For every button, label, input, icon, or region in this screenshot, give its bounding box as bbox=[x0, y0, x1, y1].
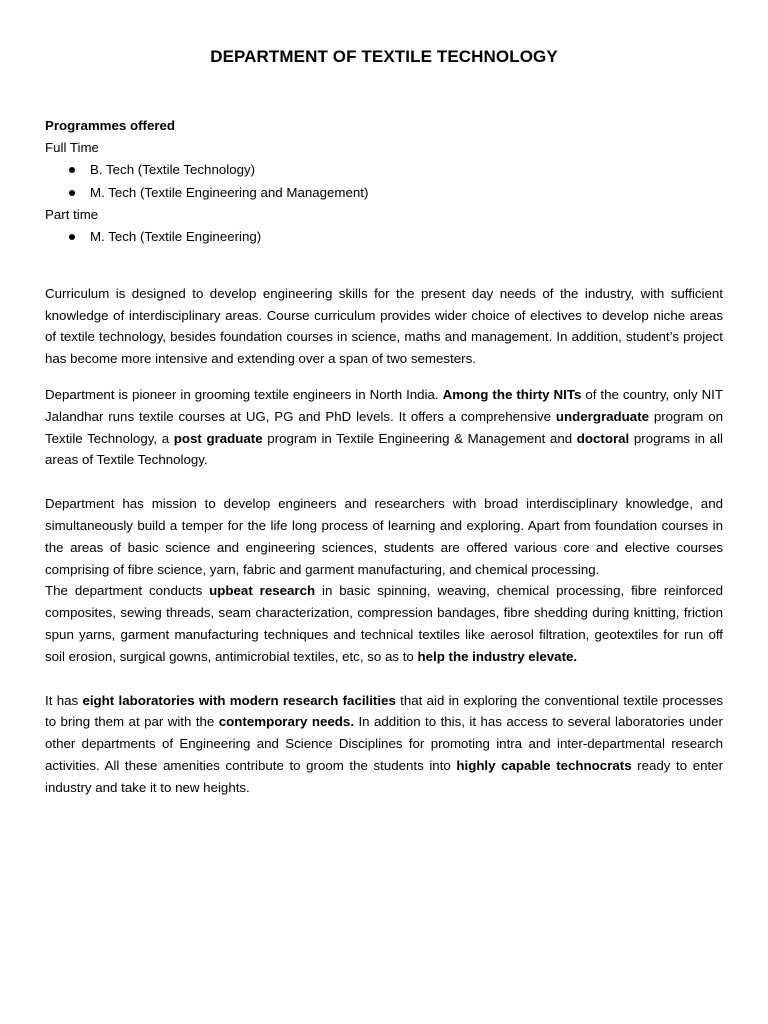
bold-text: upbeat research bbox=[209, 583, 316, 599]
text-run: The department conducts bbox=[45, 583, 210, 599]
programme-name: M. Tech (Textile Engineering and Management) bbox=[90, 184, 369, 200]
text-run: of the country, only NIT Jalandhar runs textile courses at UG, PG and PhD levels. It offers a comprehensive bbox=[45, 386, 724, 424]
programmes-section bbox=[45, 115, 723, 248]
bullet-icon bbox=[69, 234, 75, 240]
text-run: program on Textile Technology, a bbox=[45, 408, 723, 446]
bold-text: post graduate bbox=[173, 430, 263, 446]
page-title: DEPARTMENT OF TEXTILE TECHNOLOGY bbox=[210, 47, 558, 66]
bold-text: undergraduate bbox=[555, 408, 650, 424]
programme-name: M. Tech (Textile Engineering) bbox=[90, 229, 262, 245]
programme-name: B. Tech (Textile Technology) bbox=[90, 162, 256, 178]
bold-text: Among the thirty NITs bbox=[442, 386, 582, 402]
bold-text: eight laboratories with modern research facilities bbox=[82, 692, 396, 708]
list-item bbox=[69, 226, 723, 248]
part-time-list bbox=[45, 226, 723, 248]
bullet-icon bbox=[69, 190, 75, 196]
laboratories-paragraph bbox=[45, 690, 723, 799]
full-time-list bbox=[45, 159, 723, 203]
text-run: programs in all areas of Textile Technology. bbox=[45, 430, 723, 468]
bold-text: contemporary needs. bbox=[218, 714, 355, 730]
bold-text: doctoral bbox=[576, 430, 630, 446]
bullet-icon bbox=[69, 167, 75, 173]
list-item bbox=[69, 159, 723, 181]
pioneer-paragraph bbox=[45, 384, 723, 471]
research-paragraph bbox=[45, 580, 723, 667]
full-time-label: Full Time bbox=[45, 139, 99, 155]
text-run: In addition to this, it has access to several laboratories under other departments of Engineering and Science Disciplines for promoting intra and inter-departmental research activities. All these amenities contribute to groom the students into bbox=[45, 714, 723, 773]
text-run: in basic spinning, weaving, chemical processing, fibre reinforced composites, sewing threads, seam characterization, compression bandages, fibre shedding during knitting, friction spun yarns, garment manufacturing techniques and technical textiles like aerosol filtration, geotextiles for run off soil erosion, surgical gowns, antimicrobial textiles, etc, so as to bbox=[45, 583, 723, 664]
text-run: that aid in exploring the conventional textile processes to bring them at par with the bbox=[45, 692, 723, 730]
bold-text: highly capable technocrats bbox=[456, 757, 632, 773]
curriculum-paragraph: Curriculum is designed to develop engineering skills for the present day needs of the industry, with sufficient knowledge of interdisciplinary areas. Course curriculum provides wider choice of electives to develop niche areas of textile technology, besides foundation courses in science, maths and management. In addition, student’s project has become more intensive and extending over a span of two semesters. bbox=[45, 285, 723, 367]
part-time-label: Part time bbox=[45, 206, 99, 222]
document-body bbox=[45, 115, 723, 798]
mission-paragraph: Department has mission to develop engineers and researchers with broad interdisciplinary knowledge, and simultaneously build a temper for the life long process of learning and exploring. Apart from foundation courses in the areas of basic science and engineering sciences, students are offered various core and elective courses comprising of fibre science, yarn, fabric and garment manufacturing, and chemical processing. bbox=[45, 496, 723, 577]
programmes-heading: Programmes offered bbox=[45, 118, 176, 133]
bold-text: help the industry elevate. bbox=[417, 648, 578, 664]
list-item bbox=[69, 182, 723, 204]
text-run: ready to enter industry and take it to new heights. bbox=[45, 757, 724, 795]
text-run: program in Textile Engineering & Management and bbox=[262, 430, 577, 446]
text-run: It has bbox=[45, 692, 83, 708]
text-run: Department is pioneer in grooming textile engineers in North India. bbox=[45, 386, 443, 402]
